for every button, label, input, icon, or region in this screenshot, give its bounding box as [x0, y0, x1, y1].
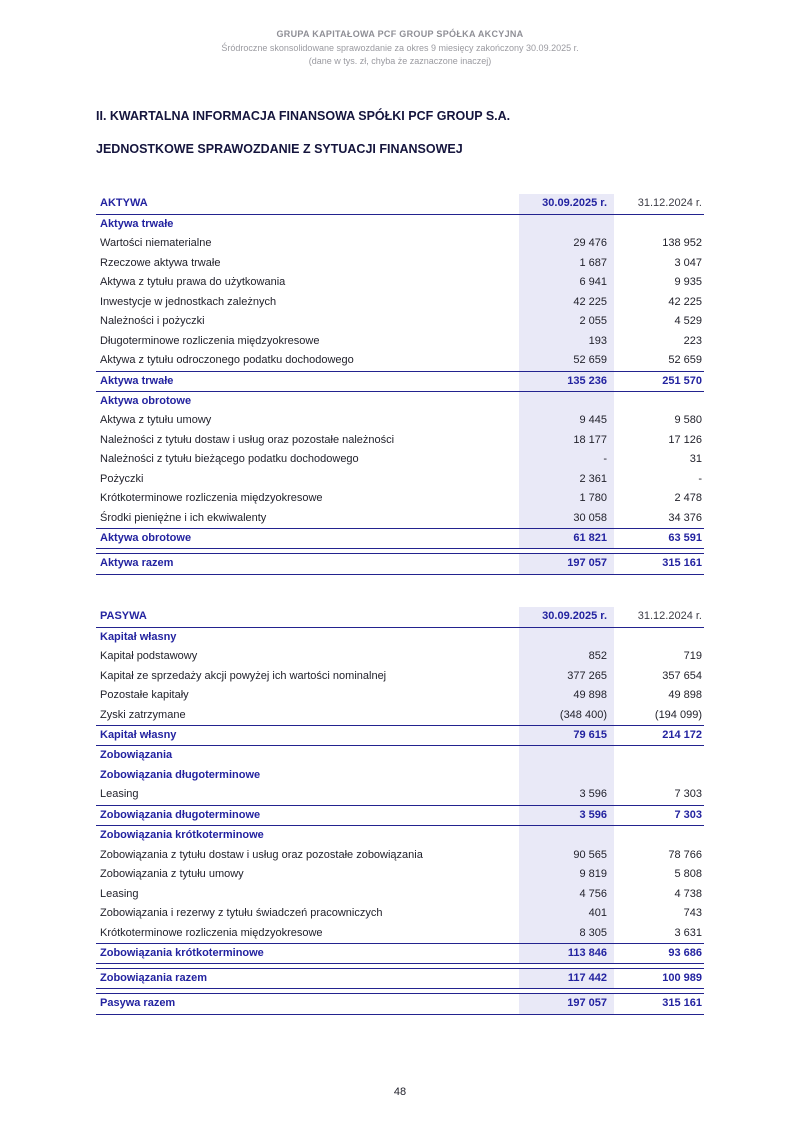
table-row-item — [96, 923, 704, 943]
table-row-total — [96, 528, 704, 549]
row-label: Kapitał podstawowy — [100, 650, 198, 663]
row-label: Kapitał ze sprzedaży akcji powyżej ich wartości nominalnej — [100, 669, 387, 682]
row-label: Aktywa obrotowe — [100, 394, 192, 407]
row-label: Długoterminowe rozliczenia międzyokresowe — [100, 334, 320, 347]
table-row-total — [96, 968, 704, 989]
value-prior: 78 766 — [668, 848, 702, 861]
value-current: 9 819 — [519, 865, 614, 885]
table-row-item — [96, 470, 704, 490]
value-prior: 93 686 — [668, 946, 702, 959]
value-prior: (194 099) — [654, 708, 702, 721]
document-header — [0, 0, 800, 69]
assets-table — [96, 194, 704, 575]
value-current: 135 236 — [519, 372, 614, 391]
row-label: Aktywa trwałe — [100, 217, 174, 230]
table-row-total — [96, 371, 704, 392]
table-row-item — [96, 254, 704, 274]
table-row-item — [96, 450, 704, 470]
value-prior — [614, 221, 704, 227]
table-row-total — [96, 805, 704, 826]
section-title: II. KWARTALNA INFORMACJA FINANSOWA SPÓŁKI PCF GROUP S.A. — [96, 108, 511, 123]
value-current: 113 846 — [519, 944, 614, 963]
table-row-item — [96, 865, 704, 885]
value-prior: 7 303 — [674, 788, 702, 801]
value-prior — [614, 773, 704, 779]
value-current — [519, 215, 614, 235]
row-label: Zyski zatrzymane — [100, 708, 186, 721]
value-prior: 743 — [683, 907, 702, 920]
value-current: 30 058 — [519, 509, 614, 529]
column-header-current: 30.09.2025 r. — [519, 607, 614, 627]
table-row-item — [96, 431, 704, 451]
value-prior: 4 529 — [674, 315, 702, 328]
value-current — [519, 766, 614, 786]
statement-title: JEDNOSTKOWE SPRAWOZDANIE Z SYTUACJI FINANSOWEJ — [96, 141, 463, 156]
value-prior: 34 376 — [668, 511, 702, 524]
table-title: PASYWA — [100, 609, 147, 622]
table-row-item — [96, 293, 704, 313]
table-row-section — [96, 826, 704, 846]
row-label: Krótkoterminowe rozliczenia międzyokresowe — [100, 492, 323, 505]
value-current: 1 780 — [519, 489, 614, 509]
value-prior: 214 172 — [662, 729, 702, 742]
row-label: Rzeczowe aktywa trwałe — [100, 256, 221, 269]
value-prior: 42 225 — [668, 295, 702, 308]
table-row-section — [96, 215, 704, 235]
row-label: Zobowiązania razem — [100, 972, 207, 985]
value-prior — [614, 833, 704, 839]
value-current: 401 — [519, 904, 614, 924]
value-prior — [614, 753, 704, 759]
value-current: 2 361 — [519, 470, 614, 490]
table-title: AKTYWA — [100, 196, 148, 209]
value-current — [519, 628, 614, 648]
value-current — [519, 392, 614, 412]
value-prior: 17 126 — [668, 433, 702, 446]
value-current: 90 565 — [519, 845, 614, 865]
value-current: 852 — [519, 647, 614, 667]
value-current: 2 055 — [519, 312, 614, 332]
column-header-prior: 31.12.2024 r. — [637, 609, 702, 622]
table-row-item — [96, 706, 704, 726]
value-current: - — [519, 450, 614, 470]
table-row-item — [96, 509, 704, 529]
column-header-prior: 31.12.2024 r. — [637, 196, 702, 209]
value-current — [519, 746, 614, 766]
value-prior — [614, 398, 704, 404]
table-row-item — [96, 667, 704, 687]
value-prior: 4 738 — [674, 887, 702, 900]
value-current: 42 225 — [519, 293, 614, 313]
row-label: Należności z tytułu bieżącego podatku dochodowego — [100, 453, 359, 466]
table-row-item — [96, 351, 704, 371]
row-label: Aktywa trwałe — [100, 374, 174, 387]
value-current: 18 177 — [519, 431, 614, 451]
row-label: Kapitał własny — [100, 729, 177, 742]
row-label: Zobowiązania krótkoterminowe — [100, 829, 264, 842]
data-units-note: (dane w tys. zł, chyba że zaznaczone inaczej) — [308, 56, 492, 66]
value-prior: 719 — [683, 650, 702, 663]
value-current: 3 596 — [519, 785, 614, 805]
value-prior: 251 570 — [662, 374, 702, 387]
table-row-section — [96, 628, 704, 648]
row-label: Należności z tytułu dostaw i usług oraz pozostałe należności — [100, 433, 395, 446]
row-label: Aktywa razem — [100, 557, 174, 570]
row-label: Zobowiązania z tytułu dostaw i usług oraz pozostałe zobowiązania — [100, 848, 423, 861]
value-prior: 315 161 — [662, 997, 702, 1010]
value-prior: 5 808 — [674, 868, 702, 881]
report-period-line: Śródroczne skonsolidowane sprawozdanie za okres 9 miesięcy zakończony 30.09.2025 r. — [221, 42, 579, 53]
value-prior: 100 989 — [662, 972, 702, 985]
row-label: Zobowiązania — [100, 749, 173, 762]
value-prior: 63 591 — [668, 532, 702, 545]
column-header-current: 30.09.2025 r. — [519, 194, 614, 214]
value-current: 52 659 — [519, 351, 614, 371]
value-prior: 31 — [689, 453, 702, 466]
table-row-item — [96, 411, 704, 431]
row-label: Zobowiązania długoterminowe — [100, 768, 261, 781]
table-header-row — [96, 194, 704, 215]
value-prior: 9 580 — [674, 414, 702, 427]
value-current: 6 941 — [519, 273, 614, 293]
row-label: Aktywa z tytułu prawa do użytkowania — [100, 276, 286, 289]
value-current: 197 057 — [519, 554, 614, 573]
table-row-item — [96, 489, 704, 509]
company-name: GRUPA KAPITAŁOWA PCF GROUP SPÓŁKA AKCYJNA — [276, 29, 524, 39]
value-current: (348 400) — [519, 706, 614, 726]
value-prior: 138 952 — [662, 237, 702, 250]
row-label: Środki pieniężne i ich ekwiwalenty — [100, 511, 267, 524]
page-content — [96, 109, 704, 1015]
value-prior: 7 303 — [674, 808, 702, 821]
row-label: Inwestycje w jednostkach zależnych — [100, 295, 277, 308]
table-row-item — [96, 647, 704, 667]
value-prior: 9 935 — [674, 276, 702, 289]
row-label: Leasing — [100, 887, 139, 900]
value-prior: 52 659 — [668, 354, 702, 367]
value-current: 79 615 — [519, 726, 614, 745]
table-row-item — [96, 884, 704, 904]
table-row-total — [96, 553, 704, 574]
table-row-item — [96, 332, 704, 352]
row-label: Wartości niematerialne — [100, 237, 212, 250]
value-current: 61 821 — [519, 529, 614, 548]
row-label: Zobowiązania krótkoterminowe — [100, 946, 264, 959]
table-header-row — [96, 607, 704, 628]
table-row-section — [96, 766, 704, 786]
table-row-total — [96, 725, 704, 746]
value-current: 29 476 — [519, 234, 614, 254]
table-row-total — [96, 993, 704, 1014]
row-label: Pasywa razem — [100, 997, 176, 1010]
row-label: Kapitał własny — [100, 630, 177, 643]
value-current: 377 265 — [519, 667, 614, 687]
row-label: Należności i pożyczki — [100, 315, 205, 328]
row-label: Aktywa z tytułu odroczonego podatku dochodowego — [100, 354, 354, 367]
row-label: Pożyczki — [100, 472, 144, 485]
row-label: Aktywa obrotowe — [100, 532, 192, 545]
value-current: 4 756 — [519, 884, 614, 904]
value-prior: 315 161 — [662, 557, 702, 570]
value-current: 197 057 — [519, 994, 614, 1013]
page-number: 48 — [393, 1086, 407, 1098]
value-prior: 357 654 — [662, 669, 702, 682]
value-current: 9 445 — [519, 411, 614, 431]
row-label: Aktywa z tytułu umowy — [100, 414, 212, 427]
table-row-item — [96, 273, 704, 293]
table-row-item — [96, 904, 704, 924]
table-row-item — [96, 785, 704, 805]
value-prior: 2 478 — [674, 492, 702, 505]
table-row-item — [96, 845, 704, 865]
value-prior — [614, 634, 704, 640]
row-label: Pozostałe kapitały — [100, 689, 189, 702]
value-current: 3 596 — [519, 806, 614, 825]
row-label: Zobowiązania i rezerwy z tytułu świadczeń pracowniczych — [100, 907, 383, 920]
value-prior: - — [698, 472, 702, 485]
table-row-item — [96, 686, 704, 706]
value-prior: 3 047 — [674, 256, 702, 269]
value-prior: 49 898 — [668, 689, 702, 702]
liabilities-table — [96, 607, 704, 1015]
value-current: 8 305 — [519, 923, 614, 943]
value-current — [519, 826, 614, 846]
table-row-total — [96, 943, 704, 964]
row-label: Zobowiązania z tytułu umowy — [100, 868, 244, 881]
table-row-section — [96, 392, 704, 412]
row-label: Zobowiązania długoterminowe — [100, 808, 261, 821]
value-prior: 3 631 — [674, 926, 702, 939]
row-label: Leasing — [100, 788, 139, 801]
table-row-item — [96, 312, 704, 332]
value-current: 193 — [519, 332, 614, 352]
value-current: 117 442 — [519, 969, 614, 988]
table-row-section — [96, 746, 704, 766]
table-row-item — [96, 234, 704, 254]
value-prior: 223 — [683, 334, 702, 347]
value-current: 1 687 — [519, 254, 614, 274]
value-current: 49 898 — [519, 686, 614, 706]
row-label: Krótkoterminowe rozliczenia międzyokresowe — [100, 926, 323, 939]
